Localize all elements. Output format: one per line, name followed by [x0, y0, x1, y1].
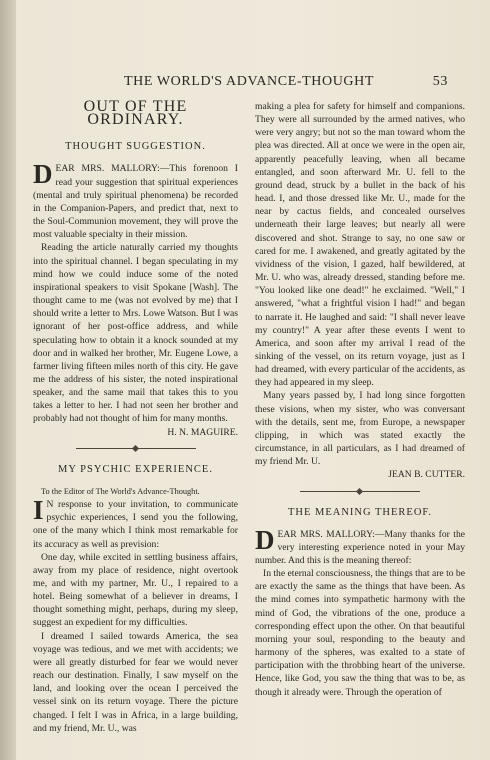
- section-title: OUT OF THE ORDINARY.: [83, 98, 188, 129]
- running-header: [30, 74, 468, 92]
- page-binding: [0, 0, 16, 760]
- left-column: [33, 100, 238, 735]
- signature: H. N. MAGUIRE.: [167, 426, 238, 438]
- article-paragraph: making a plea for safety for himself and companions. They were all surrounded by the armed natives, who were very angry; but not so the man toward whom the plea was directed. All at once we were in the open air, apparently peacefully leaving, when all became entangled, and soon afterward Mr. U. fell to the ground dead, struck by a bullet in the back of his head. I, and those dressed like Mr. U., made for the near by cactus fields, and concealed ourselves underneath their large leaves; but nearly all were discovered and shot. Strange to say, no one saw or cared for me. I awakened, and greatly agitated by the vividness of the vision, I gazed, half bewildered, at Mr. U. who was, already dressed, standing before me. "You looked like one dead!" he exclaimed. "Well," I answered, "what a frightful vision I had!" and began to narrate it. He laughed and said: "I shall never leave my country!" A year after these events I went to America, and soon after my arrival I read of the sinking of the vessel, on its return voyage, just as I had dreamed, with every particular of the accidents, as they had appeared in my sleep.: [255, 101, 465, 389]
- article-paragraph: In the eternal consciousness, the things that are to be are exactly the same as the things that have been. As the mind comes into sympathetic harmony with the mind of God, the vibrations of the one, produce a corresponding effect upon the other. On that beautiful morning your soul, responding to the beauty and harmony of the spheres, was exalted to a state of participation with the throbbing heart of the universe. Hence, like God, you saw the thing that was to be, as though it already were. Through the operation of: [255, 568, 465, 698]
- article-paragraph: Reading the article naturally carried my thoughts into the spiritual channel. I began speculating in my mind how we could induce some of the noted inspirational speakers to visit Spokane [Wash]. The thought came to me (was not evolved by me) that I should write a letter to Mrs. Lowe Watson. But I was ignorant of her post-office address, and while speculating how to obtain it a knock sounded at my door and in walked her brother, Mr. Eugene Lowe, a farmer living fifteen miles north of this city. He gave me the address of his sister, the noted inspirational speaker, and the same mail that takes this to you takes a letter to her. I had not seen her brother and probably had not thought of him for many months.: [33, 242, 238, 425]
- journal-title: THE WORLD'S ADVANCE-THOUGHT: [124, 74, 374, 89]
- signature-line: [33, 426, 238, 439]
- article-paragraph: Many years passed by, I had long since forgotten these visions, when my sister, who was conversant with the details, sent me, from Europe, a newspaper clipping, in which was stated exactly the circumstance, in all particulars, as I had dreamed of my friend Mr. U.: [255, 390, 465, 468]
- article-paragraph: I dreamed I sailed towards America, the sea voyage was tedious, and we met with accidents; we were all greatly disturbed for fear we would never reach our destination. Finally, I saw myself on the land, and looking over the ocean I perceived the vessel sink on its return voyage. There the picture changed. I felt I was in Africa, in a large building, and my friend, Mr. U., was: [33, 630, 238, 734]
- editor-line: To the Editor of The World's Advance-Thought.: [41, 486, 200, 496]
- article-title-thought-suggestion: THOUGHT SUGGESTION.: [65, 141, 206, 153]
- article-paragraph: DEAR MRS. MALLORY:—Many thanks for the very interesting experience noted in your May number. And this is the meaning thereof:: [255, 524, 465, 566]
- divider: [300, 491, 420, 498]
- signature: JEAN B. CUTTER.: [388, 469, 465, 481]
- article-paragraph: One day, while excited in settling business affairs, away from my place of residence, night overtook me, and with my partner, Mr. U., I repaired to a hotel. Being somewhat of a believer in dreams, I thought something might, perhaps, during my sleep, suggest an expedient for my difficulties.: [33, 551, 238, 629]
- signature-line: [255, 468, 465, 481]
- divider: [76, 448, 196, 455]
- page-number: 53: [432, 74, 448, 89]
- drop-cap: D: [33, 159, 53, 190]
- right-column: [255, 100, 465, 699]
- drop-cap: I: [33, 495, 44, 526]
- drop-cap: D: [255, 524, 275, 555]
- article-paragraph: I N response to your invitation, to communicate psychic experiences, I send you the following, one of the many which I think most remarkable for its accuracy as well as prevision:: [33, 495, 238, 550]
- article-title-psychic-experience: MY PSYCHIC EXPERIENCE.: [58, 463, 213, 475]
- article-title-meaning-thereof: THE MEANING THEREOF.: [287, 506, 433, 518]
- article-paragraph: DEAR MRS. MALLORY:—This forenoon I read your suggestion that spiritual experiences (mental and truly spiritual phenomena) be recorded in the Companion-Papers, and predict that, next to the Soul-Communion movement, they will prove the most valuable specialty in their mission.: [33, 159, 238, 241]
